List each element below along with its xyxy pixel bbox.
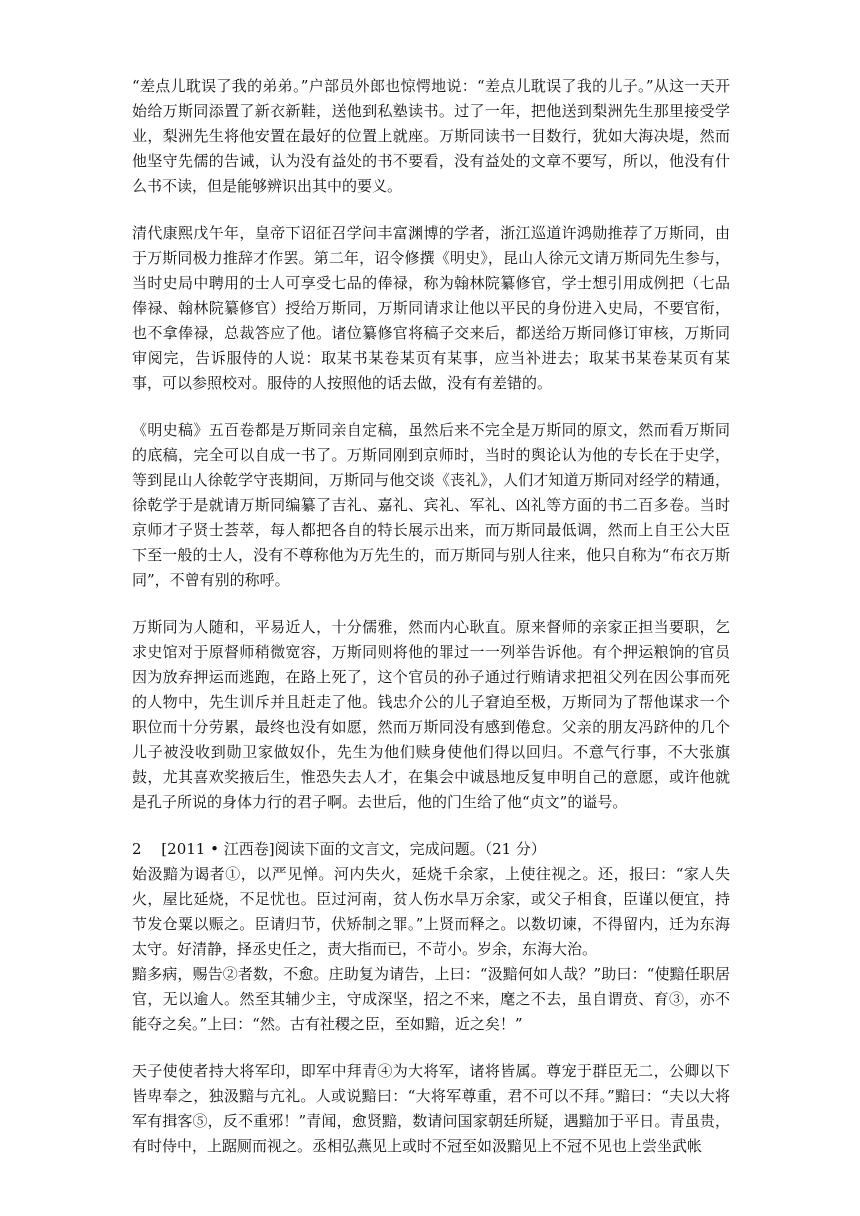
paragraph-gap bbox=[132, 199, 730, 221]
paragraph-2: 清代康熙戊午年，皇帝下诏征召学问丰富渊博的学者，浙江巡道许鸿勋推荐了万斯同，由于万斯同极力推辞才作罢。第二年，诏令修撰《明史》，昆山人徐元文请万斯同先生参与，当时史局中聘用的士人可享受七品的俸禄，称为翰林院纂修官，学士想引用成例把（七品俸禄、翰林院纂修官）授给万斯同，万斯同请求让他以平民的身份进入史局，不要官衔，也不拿俸禄，总裁答应了他。诸位纂修官将稿子交来后，都送给万斯同修订审核，万斯同审阅完，告诉服侍的人说：取某书某卷某页有某事，应当补进去；取某书某卷某页有某事，可以参照校对。服侍的人按照他的话去做，没有有差错的。 bbox=[132, 224, 730, 392]
passage-paragraph-3: 天子使使者持大将军印，即军中拜青④为大将军，诸将皆属。尊宠于群臣无二，公卿以下皆卑奉之，独汲黯与亢礼。人或说黯曰：“大将军尊重，君不可以不拜。”黯曰：“夫以大将军有揖客⑤，反不重邪！”青闻，愈贤黯，数请问国家朝廷所疑，遇黯加于平日。青虽贵，有时侍中，上踞厕而视之。丞相弘燕见上或时不冠至如汲黯见上不冠不见也上尝坐武帐 bbox=[132, 1062, 730, 1155]
question-heading: 2 [2011 • 江西卷]阅读下面的文言文，完成问题。（21 分） bbox=[132, 840, 546, 858]
passage-paragraph-1: 始汲黯为谒者①，以严见惮。河内失火，延烧千余家，上使往视之。还，报曰：“家人失火，屋比延烧，不足忧也。臣过河南，贫人伤水旱万余家，或父子相食，臣谨以便宜，持节发仓粟以赈之。臣请归节，伏矫制之罪。”上贤而释之。以数切谏，不得留内，迁为东海太守。好清静，择丞史任之，责大指而已，不苛小。岁余，东海大治。 bbox=[132, 865, 730, 958]
paragraph-gap bbox=[132, 593, 730, 615]
paragraph-gap bbox=[132, 1037, 730, 1059]
paragraph-gap bbox=[132, 396, 730, 418]
paragraph-3: 《明史稿》五百卷都是万斯同亲自定稿，虽然后来不完全是万斯同的原文，然而看万斯同的底稿，完全可以自成一书了。万斯同刚到京师时，当时的舆论认为他的专长在于史学，等到昆山人徐乾学守丧期间，万斯同与他交谈《丧礼》，人们才知道万斯同对经学的精通，徐乾学于是就请万斯同编纂了吉礼、嘉礼、宾礼、军礼、凶礼等方面的书二百多卷。当时京师才子贤士荟萃，每人都把各自的特长展示出来，而万斯同最低调，然而上自王公大臣下至一般的士人，没有不尊称他为万先生的，而万斯同与别人往来，他只自称为“布衣万斯同”，不曾有别的称呼。 bbox=[132, 421, 730, 589]
paragraph-gap bbox=[132, 815, 730, 837]
paragraph-1: “差点儿耽误了我的弟弟。”户部员外郎也惊愕地说：“差点儿耽误了我的儿子。”从这一天开始给万斯同添置了新衣新鞋，送他到私塾读书。过了一年，把他送到梨洲先生那里接受学业，梨洲先生将他安置在最好的位置上就座。万斯同读书一目数行，犹如大海决堤，然而他坚守先儒的告诫，认为没有益处的书不要看，没有益处的文章不要写，所以，他没有什么书不读，但是能够辨识出其中的要义。 bbox=[132, 77, 730, 195]
paragraph-4: 万斯同为人随和，平易近人，十分儒雅，然而内心耿直。原来督师的亲家正担当要职，乞求史馆对于原督师稍微宽容，万斯同则将他的罪过一一列举告诉他。有个押运粮饷的官员因为放弃押运而逃跑，在路上死了，这个官员的孙子通过行贿请求把祖父列在因公事而死的人物中，先生训斥并且赶走了他。钱忠介公的儿子窘迫至极，万斯同为了帮他谋求一个职位而十分劳累，最终也没有如愿，然而万斯同没有感到倦怠。父亲的朋友冯跻仲的几个儿子被没收到勋卫家做奴仆，先生为他们赎身使他们得以回归。不意气行事，不大张旗鼓，尤其喜欢奖掖后生，惟恐失去人才，在集会中诚恳地反复申明自己的意愿，或许他就是孔子所说的身体力行的君子啊。去世后，他的门生给了他“贞文”的谥号。 bbox=[132, 618, 730, 811]
passage-paragraph-2: 黯多病，赐告②者数，不愈。庄助复为请告，上曰：“汲黯何如人哉？”助曰：“使黯任职居官，无以逾人。然至其辅少主，守成深坚，招之不来，麾之不去，虽自谓贲、育③，亦不能夺之矣。”上曰：“然。古有社稷之臣，至如黯，近之矣！” bbox=[132, 965, 730, 1033]
